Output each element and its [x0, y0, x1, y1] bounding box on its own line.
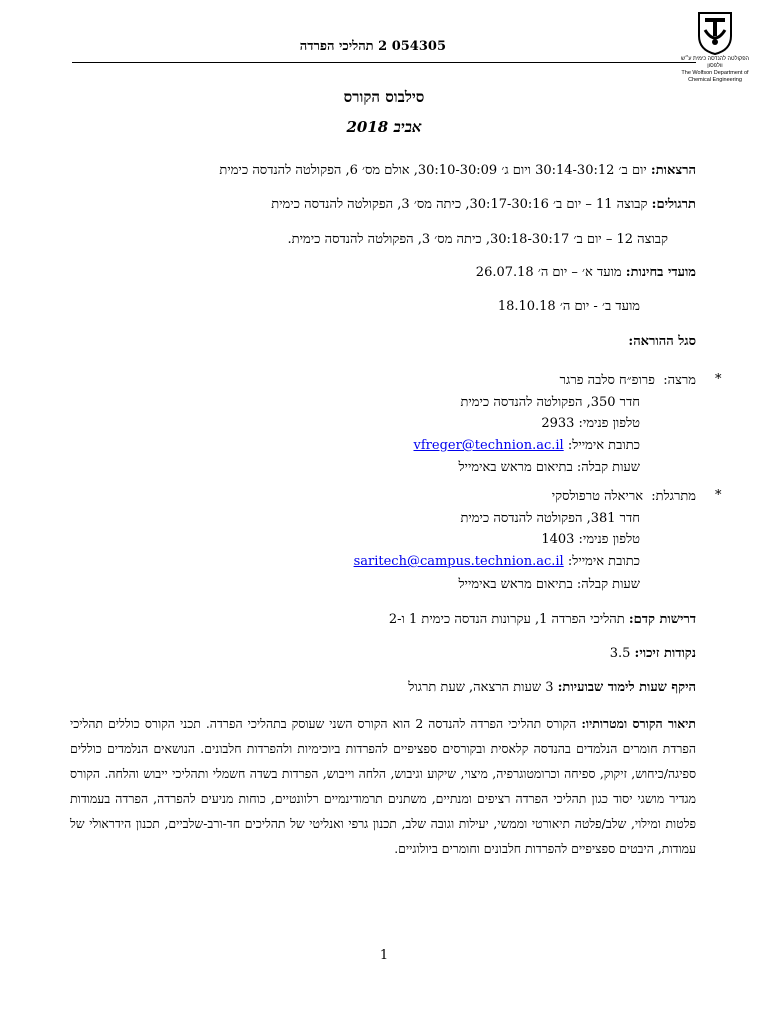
lecturer-phone: טלפון פנימי: 2933 [541, 416, 640, 431]
ta-email-label: כתובת אימייל: [567, 554, 640, 569]
weekly-hours-text: 3 שעות הרצאה, שעת תרגול [408, 680, 558, 695]
exams-line [476, 264, 696, 280]
lectures-text: יום ב׳ 30:14-30:12 ויום ג׳ 30:10-30:09, אולם מס׳ 6, הפקולטה להנדסה כימית [219, 163, 651, 178]
tutorials-group11: קבוצה 11 – יום ב׳ 30:17-30:16, כיתה מס׳ 3, הפקולטה להנדסה כימית [271, 197, 652, 212]
tutorials-label: תרגולים: [651, 197, 696, 212]
ta-phone: טלפון פנימי: 1403 [541, 532, 640, 547]
prerequisites-line [389, 611, 696, 627]
lecturer-name-line [560, 372, 696, 388]
prerequisites-label: דרישות קדם: [628, 612, 696, 627]
tutorials-line [271, 196, 696, 212]
weekly-hours-label: היקף שעות לימוד שבועיות: [557, 680, 696, 695]
lecturer-role: מרצה: [663, 373, 696, 388]
technion-emblem-icon [695, 10, 735, 56]
lecturer-email-line [414, 437, 641, 453]
ta-bullet: * [715, 488, 722, 503]
logo-hebrew-text: הפקולטה להנדסה כימית ע״ש וולפסון [680, 56, 750, 69]
page-number: 1 [379, 948, 389, 963]
page-title: סילבוס הקורס [343, 88, 425, 106]
course-description-text: הקורס תהליכי הפרדה להנדסה 2 הוא הקורס השני שעוסק בתהליכי הפרדה. תכני הקורס כוללים תהליכי הפרדת חומרים הנלמדים בהנדסה קלאסית ובקורסים ספציפיים להפרדות ביוכימיות ולהפרדות חלבונים. הנושאים הנלמדים כוללים ספיגה/כיחוש, זיקוק, ספיחה וכרומטוגרפיה, מיצוי, שיקוע וגיבוש, הלחה וייבוש, הפרדות בשדה חשמלי ותהליכי ייבוש והלחה. הקורס מגדיר מושגי יסוד כגון תהליכי הפרדה רציפים ומנתיים, משתנים תרמודינמיים רלוונטיים, כוחות מניעים להפרדה, הפרדה בעמודות פלטות ומילוי, שלב/פלטה תיאורטי וממשי, יעילות וגובה שלב, תכנון גרפי ואנליטי של תהליכים חד-ורב-שלביים, תכנון הידראולי של עמודות, היבטים ספציפיים להפרדות חלבונים וחומרים ביולוגיים. [70, 716, 696, 856]
prerequisites-text: תהליכי הפרדה 1, עקרונות הנדסה כימית 1 ו-2 [388, 612, 629, 627]
lecturer-email-link[interactable]: vfreger@technion.ac.il [413, 438, 564, 453]
ta-name: אריאלה טרפולסקי [551, 489, 644, 504]
semester-subtitle: אביב 2018 [346, 118, 422, 136]
ta-email-line [354, 553, 640, 569]
lecturer-name: פרופ״ח סלבה פרגר [559, 373, 655, 388]
credits-line [610, 645, 696, 661]
credits-value: 3.5 [609, 646, 635, 661]
logo-english-text: The Wolfson Department of Chemical Engineering [681, 70, 749, 83]
ta-office-hours: שעות קבלה: בתיאום מראש באימייל [458, 577, 640, 592]
lectures-label: הרצאות: [650, 163, 696, 178]
course-description-label: תיאור הקורס ומטרותיו: [581, 716, 696, 731]
header-course-title: 054305 2 תהליכי הפרדה [299, 39, 446, 54]
ta-name-line [552, 488, 696, 504]
course-description [70, 711, 696, 861]
exams-label: מועדי בחינות: [625, 265, 696, 280]
lecturer-email-label: כתובת אימייל: [567, 438, 640, 453]
exam-a: מועד א׳ – יום ה׳ 26.07.18 [475, 265, 626, 280]
credits-label: נקודות זיכוי: [634, 646, 696, 661]
ta-email-link[interactable]: saritech@campus.technion.ac.il [353, 554, 564, 569]
ta-room: חדר 381, הפקולטה להנדסה כימית [460, 511, 640, 526]
staff-heading: סגל ההוראה: [628, 334, 696, 349]
lecturer-office-hours: שעות קבלה: בתיאום מראש באימייל [458, 460, 640, 475]
weekly-hours-line [408, 679, 696, 695]
lecturer-bullet: * [715, 372, 722, 387]
technion-logo [676, 10, 754, 84]
lecturer-room: חדר 350, הפקולטה להנדסה כימית [460, 395, 640, 410]
ta-role: מתרגלת: [651, 489, 696, 504]
exam-b: מועד ב׳ - יום ה׳ 18.10.18 [497, 299, 640, 314]
header-divider [72, 62, 696, 63]
lectures-line [219, 162, 696, 178]
tutorials-group12: קבוצה 12 – יום ב׳ 30:18-30:17, כיתה מס׳ 3, הפקולטה להנדסה כימית. [287, 232, 668, 247]
